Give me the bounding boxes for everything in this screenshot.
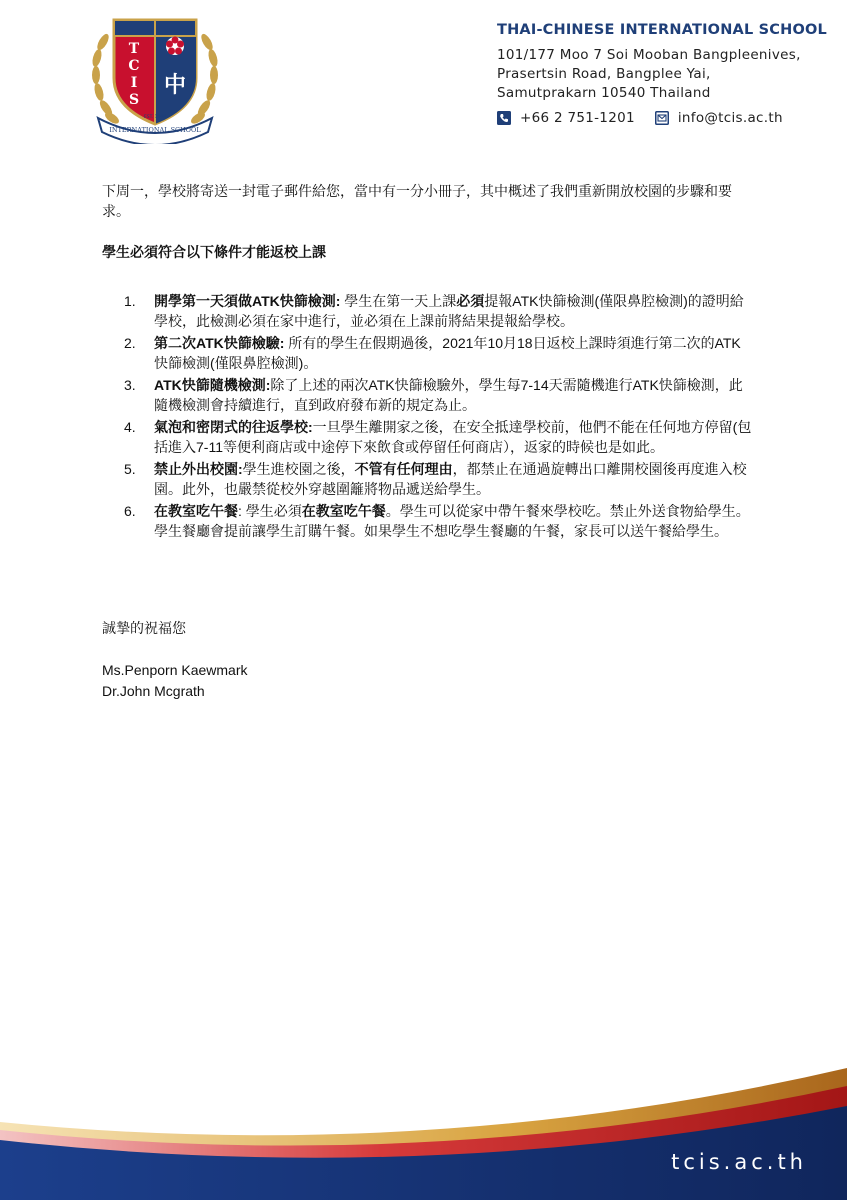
requirement-number: 1.	[124, 293, 136, 309]
intro-paragraph: 下周一，學校將寄送一封電子郵件給您，當中有一分小冊子，其中概述了我們重新開放校園的步驟和要求。	[102, 183, 732, 219]
crest-letter-c: C	[128, 58, 140, 74]
requirement-item	[102, 501, 752, 541]
requirement-number: 3.	[124, 377, 136, 393]
requirement-emphasis: 第二次ATK快篩檢驗:	[154, 335, 289, 351]
requirement-text: ，都禁止在通過旋轉出口離開校園後再度進入校園。此外，也嚴禁從校外穿越圍籬將物品遞送給學生。	[154, 461, 747, 497]
school-info	[497, 22, 827, 103]
contact-row	[497, 110, 783, 126]
footer-website[interactable]: tcis.ac.th	[671, 1150, 807, 1174]
requirement-number: 6.	[124, 503, 136, 519]
requirement-emphasis: 在教室吃午餐	[301, 503, 386, 519]
requirement-emphasis: 必須	[456, 293, 485, 309]
letter-body	[102, 181, 752, 543]
crest-letter-t: T	[128, 41, 140, 57]
requirement-text: 一旦學生離開家之後，在安全抵達學校前，他們不能在任何地方停留(包括進入7-11等便利商店或中途停下來飲食或停留任何商店），返家的時候也是如此。	[154, 419, 752, 455]
requirement-text: 除了上述的兩次ATK快篩檢驗外，學生每7-14天需隨機進行ATK快篩檢測，此隨機檢測會持續進行，直到政府發布新的規定為止。	[154, 377, 743, 413]
school-address	[497, 46, 827, 103]
address-line: Samutprakarn 10540 Thailand	[497, 85, 711, 101]
school-name: THAI-CHINESE INTERNATIONAL SCHOOL	[497, 22, 827, 38]
requirement-item	[102, 333, 752, 373]
requirement-item	[102, 459, 752, 499]
requirement-emphasis: 不管有任何理由	[354, 461, 453, 477]
email-address[interactable]: info@tcis.ac.th	[677, 110, 783, 126]
requirement-number: 4.	[124, 419, 136, 435]
requirement-text: 。學生可以從家中帶午餐來學校吃。禁止外送食物給學生。學生餐廳會提前讓學生訂購午餐。如果學生不想吃學生餐廳的午餐，家長可以送午餐給學生。	[154, 503, 750, 539]
crest-emblem-char: 中	[163, 73, 187, 98]
address-line: Prasertsin Road, Bangplee Yai,	[497, 66, 711, 82]
requirement-number: 5.	[124, 461, 136, 477]
phone-icon	[497, 111, 511, 125]
requirement-item	[102, 291, 752, 331]
signer-name: Ms.Penporn Kaewmark	[102, 662, 248, 678]
crest-letter-s: S	[128, 92, 140, 108]
requirement-text: 所有的學生在假期過後，2021年10月18日返校上課時須進行第二次的ATK快篩檢測(僅限鼻腔檢測)。	[154, 335, 741, 371]
signers	[102, 660, 248, 702]
address-line: 101/177 Moo 7 Soi Mooban Bangpleenives,	[497, 47, 801, 63]
crest-letter-i: I	[130, 75, 138, 91]
requirement-emphasis: 在教室吃午餐	[154, 503, 238, 519]
requirement-emphasis: 禁止外出校園:	[154, 461, 243, 477]
requirement-number: 2.	[124, 335, 136, 351]
closing-line: 誠摯的祝福您	[102, 620, 186, 636]
requirement-text: 學生在第一天上課	[344, 293, 457, 309]
requirement-emphasis: ATK快篩隨機檢測:	[154, 377, 271, 393]
requirements-list	[102, 291, 752, 541]
requirement-item	[102, 417, 752, 457]
phone-number[interactable]: +66 2 751-1201	[520, 110, 635, 126]
envelope-icon	[655, 111, 669, 125]
requirement-emphasis: 開學第一天須做ATK快篩檢測:	[154, 293, 345, 309]
crest-est-text: EST. 1996	[143, 115, 167, 120]
requirements-heading: 學生必須符合以下條件才能返校上課	[102, 244, 326, 260]
requirement-text: 學生進校園之後，	[242, 461, 355, 477]
school-crest-logo	[84, 8, 226, 144]
footer-swoosh	[0, 1060, 847, 1200]
requirement-emphasis: 氣泡和密閉式的往返學校:	[154, 419, 313, 435]
requirement-text: 提報ATK快篩檢測(僅限鼻腔檢測)的證明給學校，此檢測必須在家中進行，並必須在上課前將結果提報給學校。	[154, 293, 744, 329]
requirement-text: : 學生必須	[238, 503, 302, 519]
signer-name: Dr.John Mcgrath	[102, 683, 205, 699]
crest-ribbon-text: INTERNATIONAL SCHOOL	[109, 126, 201, 134]
requirement-item	[102, 375, 752, 415]
